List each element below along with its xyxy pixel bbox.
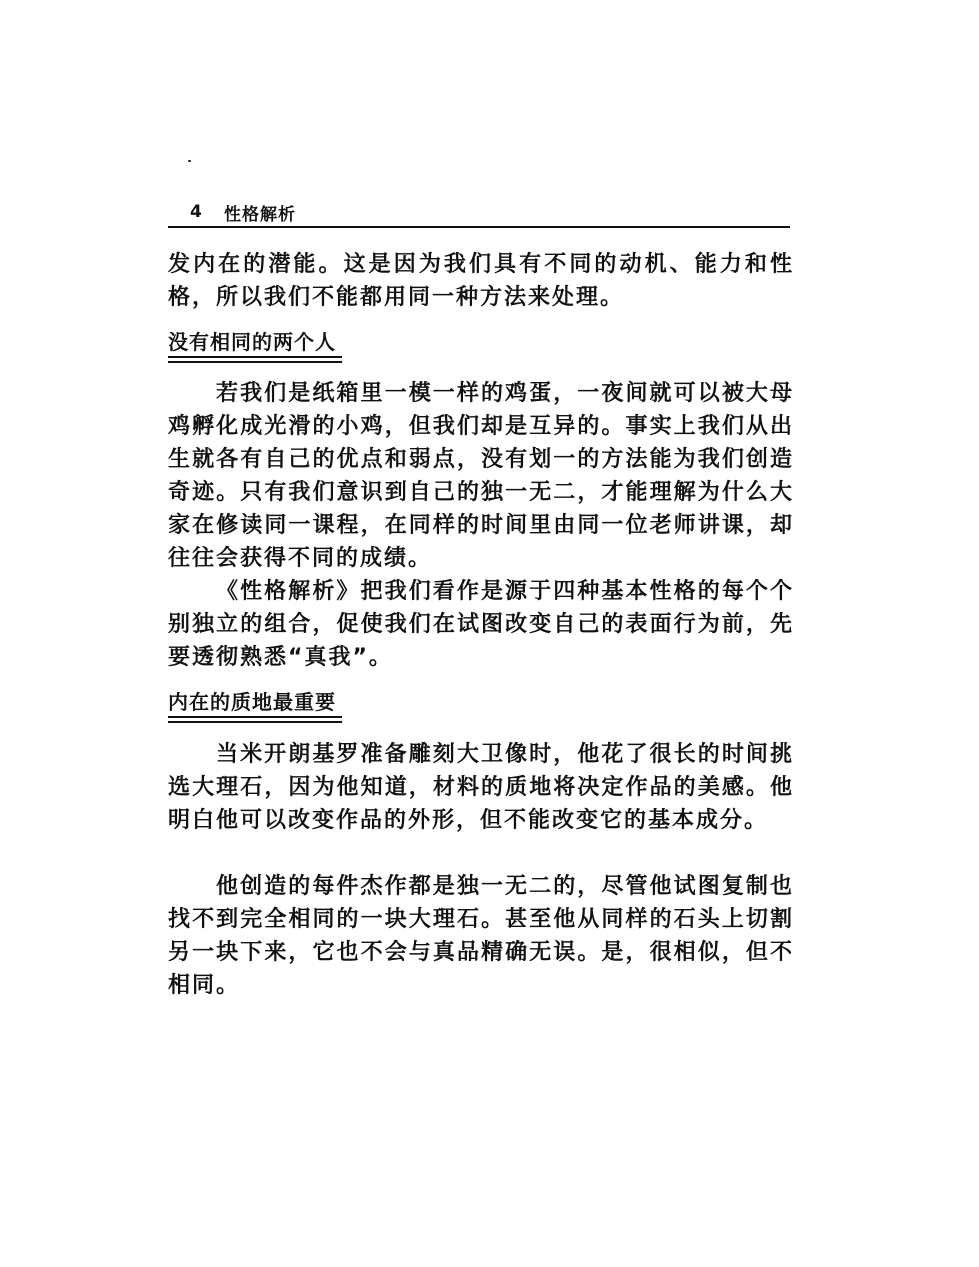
section-2-paragraph-1: 当米开朗基罗准备雕刻大卫像时，他花了很长的时间挑选大理石，因为他知道，材料的质地将决定作品的美感。他明白他可以改变作品的外形，但不能改变它的基本成分。	[168, 742, 794, 833]
section-1-paragraph-1: 若我们是纸箱里一模一样的鸡蛋，一夜间就可以被大母鸡孵化成光滑的小鸡，但我们却是互异的。事实上我们从出生就各有自己的优点和弱点，没有划一的方法能为我们创造奇迹。只有我们意识到自己的独一无二，才能理解为什么大家在修读同一课程，在同样的时间里由同一位老师讲课，却往往会获得不同的成绩。	[168, 381, 794, 571]
section-heading-1: 没有相同的两个人	[168, 328, 342, 358]
intro-paragraph: 发内在的潜能。这是因为我们具有不同的动机、能力和性格，所以我们不能都用同一种方法来处理。	[168, 252, 794, 310]
running-header-title: 性格解析	[224, 205, 296, 225]
page-number: 4	[190, 202, 202, 222]
section-heading-2: 内在的质地最重要	[168, 688, 342, 718]
section-1-paragraph-2: 《性格解析》把我们看作是源于四种基本性格的每个个别独立的组合，促使我们在试图改变自己的表面行为前，先要透彻熟悉“真我”。	[168, 579, 794, 670]
scan-speck	[188, 160, 191, 162]
section-2-paragraph-2: 他创造的每件杰作都是独一无二的，尽管他试图复制也找不到完全相同的一块大理石。甚至他从同样的石头上切割另一块下来，它也不会与真品精确无误。是，很相似，但不相同。	[168, 874, 794, 998]
running-header	[168, 198, 790, 228]
